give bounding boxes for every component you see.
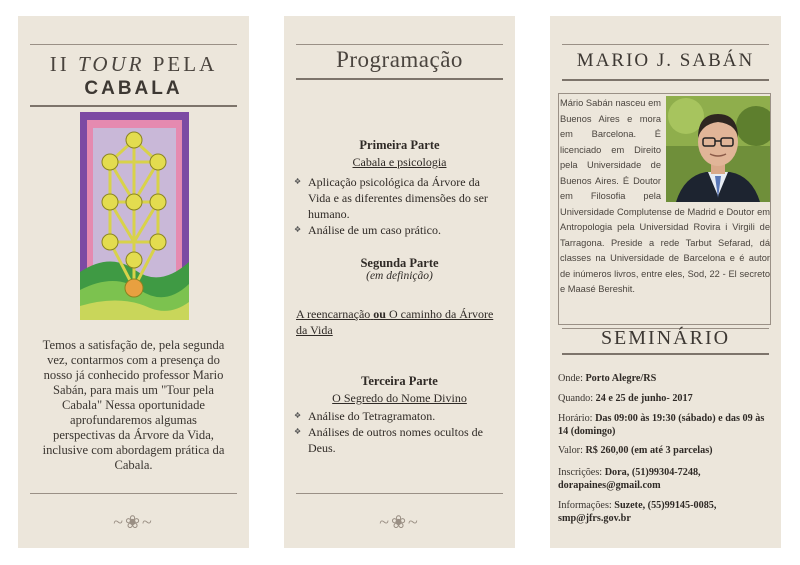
topic-a: A reencarnação <box>296 307 371 321</box>
list-item: ❖ Aplicação psicológica da Árvore da Vida e as diferentes dimensões do ser humano. <box>294 174 501 222</box>
info-time <box>558 412 773 438</box>
info-price <box>558 444 773 457</box>
title-line-2: CABALA <box>84 78 183 99</box>
tree-of-life-painting <box>80 112 189 320</box>
program-title: Programação <box>336 47 463 72</box>
info-value: Dora, (51)99304-7248, dorapaines@gmail.com <box>558 467 701 491</box>
title-italic: TOUR <box>78 52 145 76</box>
info-value: Suzete, (55)99145-0085, smp@jfrs.gov.br <box>558 500 717 524</box>
topic-b: O caminho da Árvore da Vida <box>296 307 494 337</box>
part3-bullets <box>294 408 501 456</box>
info-label: Onde: <box>558 373 586 384</box>
part2-title: Segunda Parte <box>360 256 439 270</box>
part1-bullets <box>294 174 501 238</box>
list-item: ❖ Análise de um caso prático. <box>294 222 501 238</box>
info-value: 24 e 25 de junho- 2017 <box>595 393 693 404</box>
info-value: R$ 260,00 (em até 3 parcelas) <box>585 445 713 456</box>
ornament-icon: ~❀~ <box>379 512 420 532</box>
info-registration <box>558 466 773 492</box>
info-value: Porto Alegre/RS <box>585 373 657 384</box>
title-prefix: II <box>49 52 79 76</box>
panel-speaker <box>550 16 781 548</box>
title-line-1 <box>18 52 249 77</box>
ornament-icon: ~❀~ <box>113 512 154 532</box>
speaker-name: MARIO J. SABÁN <box>576 50 755 71</box>
bio-block <box>560 96 770 298</box>
info-label: Valor: <box>558 445 586 456</box>
bottom-rule <box>296 493 503 494</box>
list-item: ❖ Análise do Tetragramaton. <box>294 408 501 424</box>
info-contact <box>558 499 773 525</box>
intro-text: Temos a satisfação de, pela segunda vez, contarmos com a presença do nosso já conhecido professor Mario Sabán, para mais um "Tour pela Cabala" Nessa oportunidade aprofundaremos algumas perspectivas da Árvore da Vida, inclusive com abordagem prática da Cabala. <box>42 338 225 472</box>
info-when <box>558 392 773 405</box>
title-rule <box>296 78 503 80</box>
info-where <box>558 372 773 385</box>
info-value: Das 09:00 às 19:30 (sábado) e das 09 às 14 (domingo) <box>558 413 765 437</box>
bio-text: Mário Sabán nasceu em Buenos Aires e mora em Barcelona. É licenciado em Direito pela Universidade de Buenos Aires. É Doutor em Filosofia pela Universidade Complutense de Madrid e Doutor em Antropologia pela Universidad Rovira i Virgili de Tarragona. Preside a rede Tarbut Sefarad, dá classes na Universidade de Barcelona e é autor de inúmeros livros, entre eles, Sod, 22 - El secreto e Maasé Bereshit. <box>560 98 770 294</box>
top-rule <box>562 44 769 45</box>
panel-program <box>284 16 515 548</box>
top-rule <box>296 44 503 45</box>
bottom-rule <box>30 493 237 494</box>
title-suffix: PELA <box>144 52 218 76</box>
info-label: Informações: <box>558 500 615 511</box>
seminar-title: SEMINÁRIO <box>600 327 731 349</box>
info-label: Quando: <box>558 393 596 404</box>
part1-subtitle: Cabala e psicologia <box>352 155 447 169</box>
seminar-rule <box>562 353 769 355</box>
info-label: Horário: <box>558 413 596 424</box>
part2-note: (em definição) <box>366 270 433 282</box>
top-rule <box>30 44 237 45</box>
speaker-photo <box>666 96 770 202</box>
info-label: Inscrições: <box>558 467 605 478</box>
part3-subtitle: O Segredo do Nome Divino <box>332 391 467 405</box>
list-item: ❖ Análises de outros nomes ocultos de Deus. <box>294 424 501 456</box>
panel-cover <box>18 16 249 548</box>
part1-title: Primeira Parte <box>359 138 440 152</box>
title-rule <box>562 79 769 81</box>
title-rule <box>30 105 237 107</box>
part3-title: Terceira Parte <box>361 374 438 388</box>
topic-or: ou <box>373 307 386 321</box>
part2-topic <box>296 306 501 338</box>
